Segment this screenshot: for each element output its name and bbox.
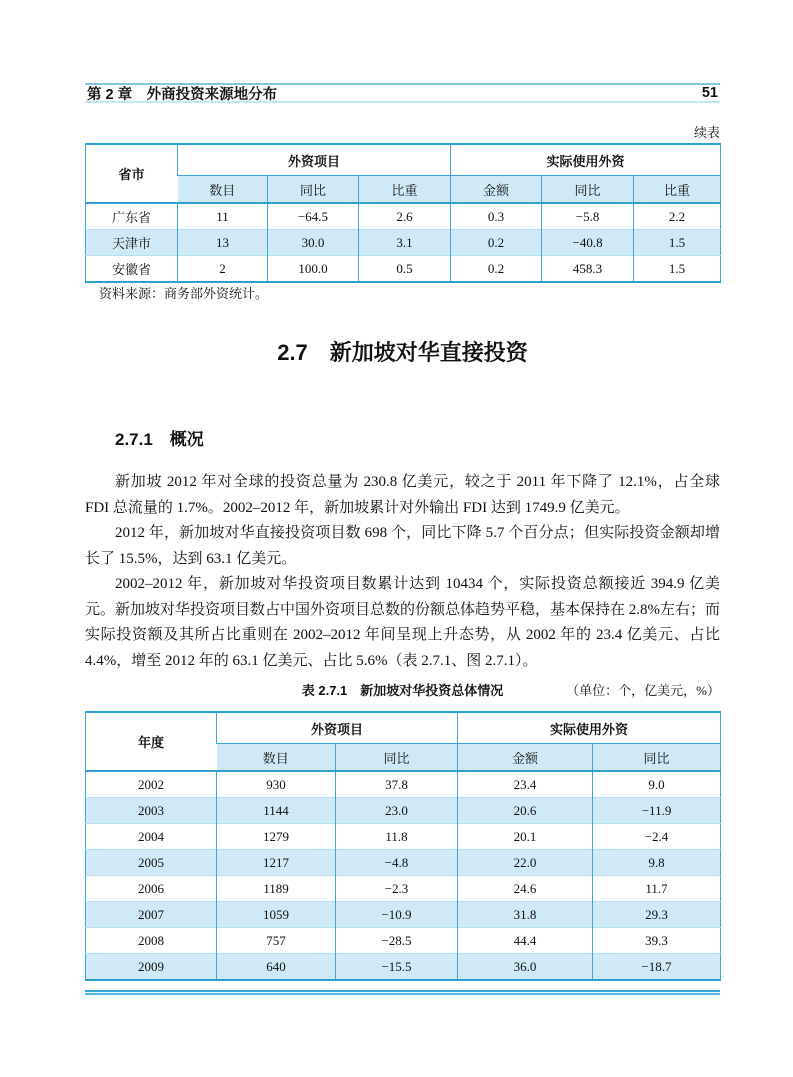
table-caption: 表 2.7.1 新加坡对华投资总体情况 — [301, 683, 504, 698]
table-cell: 20.6 — [458, 798, 593, 824]
subsection-title: 2.7.1 概况 — [115, 430, 204, 449]
table-cell: −15.5 — [336, 954, 458, 981]
table-cell: 0.2 — [451, 230, 542, 256]
table-cell: 0.3 — [451, 203, 542, 230]
row-header-cell: 2005 — [86, 850, 217, 876]
running-head — [85, 83, 720, 103]
page-bottom-rule — [85, 990, 720, 995]
column-header: 比重 — [634, 176, 721, 204]
table-cell: 23.4 — [458, 771, 593, 798]
table-cell: 1.5 — [634, 230, 721, 256]
table-cell: 0.5 — [359, 256, 451, 283]
column-header: 比重 — [359, 176, 451, 204]
table-cell: 9.8 — [593, 850, 721, 876]
table-cell: −64.5 — [268, 203, 359, 230]
row-header-cell: 安徽省 — [86, 256, 178, 283]
table-cell: 458.3 — [542, 256, 634, 283]
table-cell: 9.0 — [593, 771, 721, 798]
table-row — [86, 928, 721, 954]
table-cell: 2.2 — [634, 203, 721, 230]
table-cell: −2.3 — [336, 876, 458, 902]
column-header: 金额 — [458, 744, 593, 772]
table-cell: 37.8 — [336, 771, 458, 798]
table-cell: 11.7 — [593, 876, 721, 902]
table-cell: 757 — [217, 928, 336, 954]
table-cell: −5.8 — [542, 203, 634, 230]
column-header: 同比 — [336, 744, 458, 772]
column-header: 同比 — [593, 744, 721, 772]
table-cell: 1059 — [217, 902, 336, 928]
section-title: 2.7 新加坡对华直接投资 — [277, 340, 528, 365]
table-cell: 23.0 — [336, 798, 458, 824]
table-cell: 36.0 — [458, 954, 593, 981]
column-group-header: 实际使用外资 — [451, 144, 721, 176]
table-cell: 11.8 — [336, 824, 458, 850]
table-cell: 1.5 — [634, 256, 721, 283]
column-header: 数目 — [178, 176, 268, 204]
table-cell: 22.0 — [458, 850, 593, 876]
row-header-cell: 2007 — [86, 902, 217, 928]
column-group-header: 外资项目 — [178, 144, 451, 176]
table-cell: 1144 — [217, 798, 336, 824]
row-header-cell: 2009 — [86, 954, 217, 981]
column-header: 同比 — [268, 176, 359, 204]
source-note: 资料来源：商务部外资统计。 — [99, 286, 269, 301]
table-cell: −4.8 — [336, 850, 458, 876]
table-unit-note: （单位：个，亿美元，%） — [566, 683, 720, 698]
table-caption-row — [85, 680, 720, 698]
table-cell: 24.6 — [458, 876, 593, 902]
row-header-cell: 2002 — [138, 776, 164, 792]
paragraph: 新加坡 2012 年对全球的投资总量为 230.8 亿美元，较之于 2011 年下降了 12.1%，占全球 FDI 总流量的 1.7%。2002–2012 年，新加坡累计对外输出 FDI 达到 1749.9 亿美元。 — [85, 474, 720, 516]
table-cell: 1217 — [217, 850, 336, 876]
table-row — [86, 256, 721, 283]
table-row — [86, 771, 721, 798]
table-cell: −40.8 — [542, 230, 634, 256]
table-cell: −18.7 — [593, 954, 721, 981]
row-header-cell: 2008 — [86, 928, 217, 954]
column-header: 省市 — [86, 144, 178, 203]
table-cell: −11.9 — [593, 798, 721, 824]
table-cell: 640 — [217, 954, 336, 981]
column-header: 年度 — [86, 712, 217, 771]
table-cell: −28.5 — [336, 928, 458, 954]
table-cell: 39.3 — [593, 928, 721, 954]
row-header-cell: 2006 — [86, 876, 217, 902]
table-cell: 3.1 — [359, 230, 451, 256]
table-cell: −10.9 — [336, 902, 458, 928]
table-row — [86, 203, 721, 230]
table-cell: 100.0 — [268, 256, 359, 283]
table-cell: 0.2 — [451, 256, 542, 283]
table-header — [86, 712, 721, 771]
row-header-cell: 2003 — [86, 798, 217, 824]
table-cell: 1189 — [217, 876, 336, 902]
table-cell: 2.6 — [359, 203, 451, 230]
table-row — [86, 850, 721, 876]
table-cell: 1279 — [217, 824, 336, 850]
column-group-header: 实际使用外资 — [458, 712, 721, 744]
table-row — [86, 230, 721, 256]
table-cell: 11 — [178, 203, 268, 230]
column-group-header: 外资项目 — [217, 712, 458, 744]
column-header: 同比 — [542, 176, 634, 204]
investment-table — [85, 711, 721, 981]
paragraph: 2012 年，新加坡对华直接投资项目数 698 个，同比下降 5.7 个百分点；但实际投资金额却增长了 15.5%，达到 63.1 亿美元。 — [85, 525, 720, 567]
table-cell: 29.3 — [593, 902, 721, 928]
table-body — [86, 771, 721, 980]
table-row — [86, 954, 721, 981]
table-body — [86, 203, 721, 282]
column-header: 金额 — [451, 176, 542, 204]
page-number: 51 — [701, 85, 718, 101]
table-header — [86, 144, 721, 203]
table-cell: −2.4 — [593, 824, 721, 850]
table-continued-label: 续表 — [693, 125, 720, 140]
column-header: 数目 — [217, 744, 336, 772]
continued-table — [85, 143, 721, 283]
table-row — [86, 824, 721, 850]
row-header-cell: 广东省 — [111, 210, 151, 225]
table-cell: 44.4 — [458, 928, 593, 954]
table-cell: 31.8 — [458, 902, 593, 928]
table-cell: 20.1 — [458, 824, 593, 850]
row-header-cell: 2004 — [86, 824, 217, 850]
chapter-title: 第 2 章 外商投资来源地分布 — [87, 86, 278, 103]
table-cell: 930 — [217, 771, 336, 798]
paragraph: 2002–2012 年，新加坡对华投资项目数累计达到 10434 个，实际投资总额接近 394.9 亿美元。新加坡对华投资项目数占中国外资项目总数的份额总体趋势平稳，基本保持在 2.8%左右；而实际投资额及其所占比重则在 2002–2012 年间呈现上升态势，从 2002 年的 23.4 亿美元、占比 4.4%，增至 2012 年的 63.1 亿美元、占比 5.6%（表 2.7.1、图 2.7.1）。 — [85, 576, 720, 669]
row-header-cell: 天津市 — [86, 230, 178, 256]
table-row — [86, 902, 721, 928]
table-cell: 2 — [178, 256, 268, 283]
table-row — [86, 798, 721, 824]
table-cell: 13 — [178, 230, 268, 256]
body-text — [85, 470, 720, 674]
table-cell: 30.0 — [268, 230, 359, 256]
table-row — [86, 876, 721, 902]
